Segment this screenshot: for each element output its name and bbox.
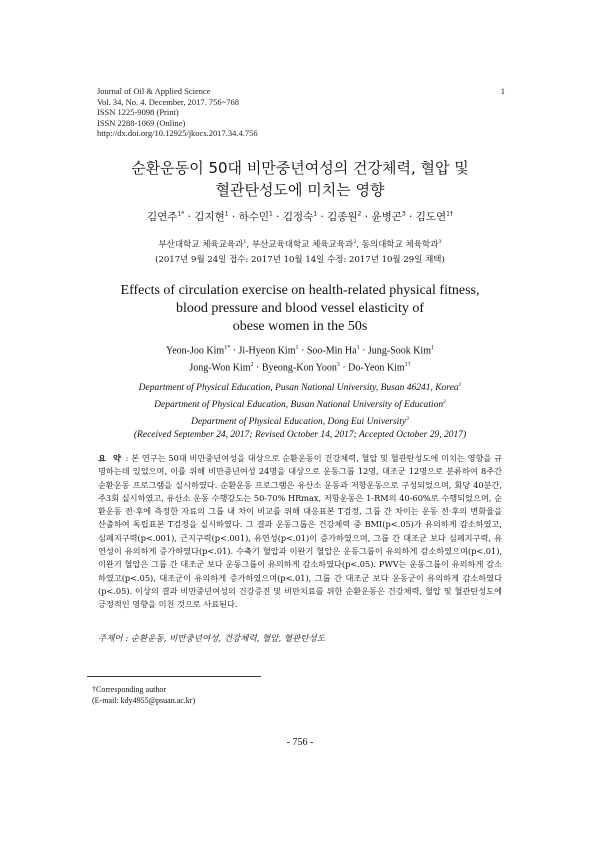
affiliation-mark: 2 — [443, 398, 446, 405]
english-affiliation — [0, 396, 600, 413]
korean-affiliation-line — [0, 235, 600, 253]
author-affiliation-mark: 2 — [250, 362, 254, 369]
affiliation-mark: 1 — [458, 382, 462, 388]
volume-info: Vol. 34, No. 4. December, 2017. 756~768 — [97, 96, 239, 107]
author-separator: · — [184, 211, 195, 223]
korean-author-name: 윤병곤 — [371, 211, 402, 223]
korean-title-line2: 혈관탄성도에 미치는 영향 — [215, 181, 385, 199]
journal-header — [97, 86, 258, 139]
footnote — [92, 684, 195, 706]
author-affiliation-mark: 1* — [177, 210, 185, 218]
author-separator: · — [298, 345, 307, 357]
affiliation-separator: , — [356, 239, 362, 250]
korean-affiliation: 부산대학교 체육교육과 — [158, 239, 244, 250]
author-separator: · — [317, 211, 328, 223]
corresponding-author: †Corresponding author — [92, 685, 166, 694]
english-author-name: Yeon-Joo Kim — [166, 345, 225, 357]
korean-affiliation: 동의대학교 체육학과 — [361, 239, 439, 250]
author-separator: · — [339, 362, 349, 374]
korean-author-name: 하수민 — [238, 211, 270, 223]
author-affiliation-mark: 1 — [295, 345, 299, 351]
english-title-line1: Effects of circulation exercise on health-related physical fitness, — [120, 283, 480, 298]
english-author-name: Jung-Sook Kim — [367, 345, 431, 357]
english-authors-line1 — [0, 341, 600, 358]
author-affiliation-mark: 1 — [356, 345, 360, 351]
english-affiliation — [0, 413, 600, 430]
korean-author-name: 김지현 — [194, 211, 225, 223]
affiliation-mark: 1 — [243, 239, 247, 245]
journal-name: Journal of Oil & Applied Science — [97, 86, 211, 96]
korean-author-name: 김종원 — [327, 211, 358, 223]
abstract-label: 요 약 — [98, 453, 123, 463]
author-separator: · — [272, 211, 283, 223]
english-affiliation-text: Department of Physical Education, Dong Eui University — [191, 416, 407, 427]
author-affiliation-mark: 3 — [401, 210, 406, 218]
author-separator: · — [361, 211, 372, 223]
korean-author-name: 김정숙 — [282, 211, 314, 223]
author-affiliation-mark: 1 — [224, 210, 229, 218]
author-separator: · — [228, 211, 239, 223]
korean-title-line1: 순환운동이 50대 비만중년여성의 건강체력, 혈압 및 — [131, 159, 469, 177]
korean-title — [0, 157, 600, 201]
korean-author-name: 김도연 — [415, 211, 447, 223]
english-affiliation-text: Department of Physical Education, Pusan National University, Busan 46241, Korea — [138, 383, 459, 394]
author-affiliation-mark: 1 — [430, 345, 434, 351]
author-separator: · — [405, 211, 416, 223]
affiliation-separator: , — [246, 239, 252, 250]
keywords: 주제어 : 순환운동, 비만중년여성, 건강체력, 혈압, 혈관탄성도 — [98, 634, 325, 644]
affiliation-mark: 3 — [438, 239, 442, 245]
abstract-text: : 본 연구는 50대 비만중년여성을 대상으로 순환운동이 건강체력, 혈압 및 혈관탄성도에 미치는 영향을 규명하는데 있었으며, 이를 위해 비만중년여성 24명을 대상으로 운동그룹 12명, 대조군 12명으로 분류하여 8주간 순환운동 프로그램을 실시하였다. 순환운동 프로그램은 유산소 운동과 저항운동으로 구성되었으며, 회당 40분간, 주3회 실시하였고, 유산소 운동 수행강도는 50-70% HRmax, 저항운동은 1-RM의 40-60%로 수행되었으며, 순환운동 전·후에 측정한 자료의 그룹 내 차이 비교를 위해 대응표본 T검정, 그룹 간 차이는 운동 전·후의 변화율을 산출하여 독립표본 T검정을 실시하였다. 그 결과 운동그룹은 건강체력 중 BMI(p<.05)가 유의하게 감소하였고, 심폐지구력(p<.001), 근지구력(p<.001), 유연성(p<.01)이 증가하였으며, 그룹 간 대조군 보다 심폐지구력, 유연성이 유의하게 증가하였다(p<.01). 수축기 혈압과 이완기 혈압은 운동그룹이 유의하게 감소하였으며(p<.01), 이완기 혈압은 그룹 간 대조군 보다 운동그룹이 유의하게 감소하였다(p<.05). PWV는 운동그룹이 유의하게 감소하였고(p<.05), 대조군이 유의하게 증가하였으며(p<.01), 그룹 간 대조군 보다 운동군이 유의하게 감소하였다(p<.05). 이상의 결과 비만중년여성의 건강증진 및 비만치료를 위한 순환운동은 건강체력, 혈압 및 혈관탄성도에 긍정적인 영향을 미친 것으로 사료된다. — [98, 453, 502, 610]
english-author-name: Jong-Won Kim — [189, 362, 251, 374]
english-title-line2: blood pressure and blood vessel elasticity of — [175, 301, 425, 316]
footnote-divider — [87, 676, 261, 677]
doi-link[interactable]: http://dx.doi.org/10.12925/jkocs.2017.34.4.756 — [97, 128, 258, 139]
english-affiliation-text: Department of Physical Education, Busan National University of Education — [154, 399, 444, 410]
english-title — [0, 282, 600, 336]
korean-affiliation: 부산교육대학교 체육교육과 — [251, 239, 354, 250]
korean-author-name: 김연주 — [147, 211, 178, 223]
affiliation-mark: 2 — [353, 239, 357, 245]
author-separator: · — [253, 362, 262, 374]
english-author-name: Soo-Min Ha — [306, 345, 357, 357]
author-affiliation-mark: 3 — [336, 362, 340, 369]
english-affiliations — [0, 379, 600, 443]
korean-authors — [0, 209, 600, 224]
english-dates: (Received September 24, 2017; Revised October 14, 2017; Accepted October 29, 2017) — [133, 430, 467, 441]
author-affiliation-mark: 1† — [446, 210, 453, 218]
english-authors-line2 — [0, 358, 600, 375]
author-affiliation-mark: 1 — [269, 210, 273, 218]
author-affiliation-mark: 1 — [313, 210, 318, 218]
corresponding-email: (E-mail: kdy4955@psuan.ac.kr) — [92, 696, 196, 705]
english-affiliation-list — [0, 379, 600, 429]
english-title-line3: obese women in the 50s — [232, 319, 368, 334]
english-affiliation — [0, 379, 600, 396]
issn-online: ISSN 2288-1069 (Online) — [97, 117, 186, 128]
page-number-top: 1 — [500, 86, 505, 96]
issn-print: ISSN 1225-9098 (Print) — [97, 107, 179, 118]
author-affiliation-mark: 1† — [404, 362, 411, 369]
english-authors — [0, 341, 600, 376]
korean-affiliations — [0, 235, 600, 268]
abstract — [98, 452, 502, 612]
author-affiliation-mark: 1* — [224, 345, 231, 351]
english-author-name: Do-Yeon Kim — [348, 362, 405, 374]
author-separator: · — [230, 345, 239, 357]
affiliation-mark: 3 — [406, 415, 409, 422]
english-author-name: Ji-Hyeon Kim — [238, 345, 296, 357]
page-number-bottom: - 756 - — [286, 737, 314, 748]
korean-dates: (2017년 9월 24일 접수: 2017년 10월 14일 수정: 2017년 10월 29일 채택) — [155, 254, 445, 265]
author-affiliation-mark: 2 — [357, 210, 362, 218]
author-separator: · — [359, 345, 368, 357]
english-author-name: Byeong-Kon Yoon — [261, 362, 337, 374]
